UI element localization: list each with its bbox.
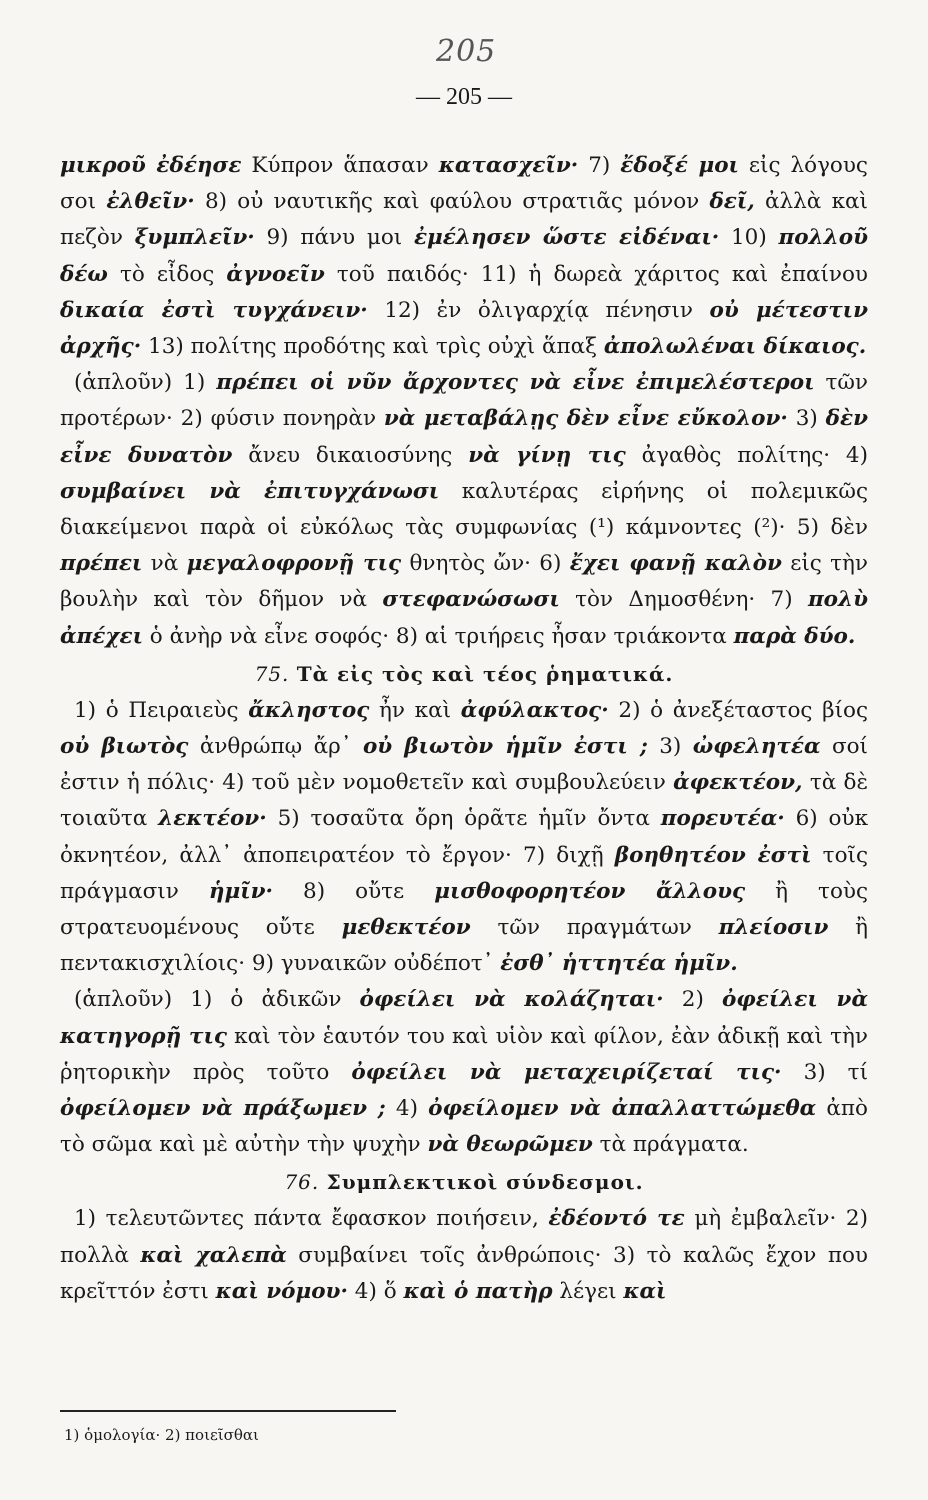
emphasized-phrase: νὰ θεωρῶμεν bbox=[427, 1132, 593, 1158]
paragraph-verbal-adjectives bbox=[60, 693, 868, 983]
text-run: 3) τί bbox=[781, 1059, 868, 1085]
text-run: ἀλλὰ καὶ πεζὸν bbox=[60, 189, 868, 251]
text-run: τοῦ παιδός· 11) ἡ δωρεὰ χάριτος καὶ ἐπαίνου bbox=[324, 261, 868, 287]
section-heading-75 bbox=[60, 655, 868, 693]
emphasized-phrase: ξυμπλεῖν· bbox=[134, 225, 255, 251]
emphasized-phrase: πολλοῦ δέω bbox=[60, 225, 868, 287]
text-run: ὁ ἀνὴρ νὰ εἶνε σοφός· 8) αἱ τριήρεις ἦσαν τριάκοντα bbox=[142, 623, 734, 649]
text-run: 8) οὐ ναυτικῆς καὶ φαύλου στρατιᾶς μόνον bbox=[194, 189, 710, 215]
emphasized-phrase: καὶ ὁ πατὴρ bbox=[403, 1278, 553, 1304]
emphasized-phrase: κατασχεῖν· bbox=[438, 153, 579, 178]
emphasized-phrase: δεῖ, bbox=[709, 189, 755, 215]
emphasized-phrase: βοηθητέον ἐστὶ bbox=[614, 842, 812, 868]
text-run: 9) πάνυ μοι bbox=[254, 225, 414, 251]
emphasized-phrase: ὀφείλομεν νὰ ἀπαλλαττώμεθα bbox=[428, 1096, 817, 1122]
emphasized-phrase: πορευτέα· bbox=[660, 806, 785, 832]
text-run: εἰς τὴν βουλὴν καὶ τὸν δῆμον νὰ bbox=[60, 551, 868, 613]
text-run: ἢ πεντακισχιλίοις· 9) γυναικῶν οὐδέποτ᾽ bbox=[60, 915, 869, 977]
text-run: τὰ δὲ τοιαῦτα bbox=[60, 770, 868, 832]
page-number: — 205 — bbox=[416, 84, 512, 110]
emphasized-phrase: πρέπει bbox=[60, 551, 143, 577]
emphasized-phrase: καὶ bbox=[623, 1278, 667, 1304]
text-run: ἀπὸ τὸ σῶμα καὶ μὲ αὐτὴν τὴν ψυχὴν bbox=[60, 1096, 868, 1158]
emphasized-phrase: οὐ βιωτὸν ἡμῖν ἐστι ; bbox=[362, 734, 648, 760]
text-run: 1) ὁ Πειραιεὺς bbox=[74, 697, 249, 723]
text-run: 1) τελευτῶντες πάντα ἔφασκον ποιήσειν, bbox=[74, 1206, 549, 1232]
emphasized-phrase: πρέπει οἱ νῦν ἄρχοντες νὰ εἶνε ἐπιμελέστεροι bbox=[216, 370, 815, 396]
emphasized-phrase: δικαία ἐστὶ τυγχάνειν· bbox=[60, 297, 368, 323]
emphasized-phrase: συμβαίνει νὰ ἐπιτυγχάνωσι bbox=[60, 478, 440, 504]
text-run: σοί ἐστιν ἡ πόλις· 4) τοῦ μὲν νομοθετεῖν καὶ συμβουλεύειν bbox=[60, 734, 868, 796]
text-run: 12) ἐν ὀλιγαρχίᾳ πένησιν bbox=[367, 297, 710, 323]
section-title: Τὰ εἰς τὸς καὶ τέος ῥηματικά. bbox=[296, 661, 674, 686]
footnote-rule bbox=[60, 1410, 396, 1412]
text-run: τὸν Δημοσθένη· 7) bbox=[559, 587, 808, 613]
emphasized-phrase: μεθεκτέον bbox=[341, 915, 471, 941]
text-run: ἢ τοὺς στρατευομένους οὔτε bbox=[60, 878, 868, 941]
emphasized-phrase: ὀφείλει νὰ κατηγορῇ τις bbox=[60, 987, 868, 1049]
text-run: 3) bbox=[787, 406, 826, 432]
body-text bbox=[60, 148, 868, 1310]
section-number: 75. bbox=[254, 661, 290, 686]
paragraph-haploun-1 bbox=[60, 365, 868, 655]
emphasized-phrase: ἡμῖν· bbox=[208, 878, 274, 904]
emphasized-phrase: ἔδοξέ μοι bbox=[620, 153, 739, 178]
emphasized-phrase: οὐ μέτεστιν ἀρχῆς· bbox=[60, 297, 868, 360]
emphasized-phrase: μισθοφορητέον ἄλλους bbox=[434, 878, 746, 904]
emphasized-phrase: καὶ χαλεπὰ bbox=[140, 1242, 287, 1268]
emphasized-phrase: ἔχει φανῇ καλὸν bbox=[569, 551, 782, 577]
emphasized-phrase: νὰ γίνῃ τις bbox=[468, 442, 626, 468]
emphasized-phrase: ὀφείλομεν νὰ πράξωμεν ; bbox=[60, 1096, 386, 1122]
text-run: μὴ ἐμβαλεῖν· 2) πολλὰ bbox=[60, 1206, 868, 1268]
emphasized-phrase: ἀγνοεῖν bbox=[226, 261, 325, 287]
text-run: καὶ τὸν ἑαυτόν του καὶ υἱὸν καὶ φίλον, ἐὰν ἀδικῇ καὶ τὴν ῥητορικὴν πρὸς τοῦτο bbox=[60, 1023, 868, 1085]
text-run: 13) πολίτης προδότης καὶ τρὶς οὐχὶ ἅπαξ bbox=[141, 334, 604, 360]
emphasized-phrase: ὀφείλει νὰ κολάζηται· bbox=[359, 987, 664, 1013]
text-run: τὸ εἶδος bbox=[107, 261, 227, 287]
text-run: 4) bbox=[385, 1096, 429, 1122]
text-run: τῶν προτέρων· 2) φύσιν πονηρὰν bbox=[60, 370, 869, 432]
emphasized-phrase: πολὺ ἀπέχει bbox=[60, 587, 869, 649]
emphasized-phrase: ἀφύλακτος· bbox=[460, 697, 609, 723]
text-run: τῶν πραγμάτων bbox=[470, 915, 719, 941]
text-run: 6) οὐκ ὀκνητέον, ἀλλ᾽ ἀποπειρατέον τὸ ἔργον· 7) διχῇ bbox=[60, 806, 869, 868]
text-run: (ἁπλοῦν) 1) ὁ ἀδικῶν bbox=[74, 987, 360, 1013]
text-run: λέγει bbox=[552, 1278, 624, 1304]
emphasized-phrase: ὀφείλει νὰ μεταχειρίζεταί τις· bbox=[351, 1059, 782, 1085]
emphasized-phrase: πλείοσιν bbox=[718, 915, 829, 941]
text-run: 3) bbox=[647, 734, 693, 760]
emphasized-phrase: στεφανώσωσι bbox=[382, 587, 560, 613]
footnote: 1) ὁμολογία· 2) ποιεῖσθαι bbox=[64, 1426, 259, 1444]
paragraph-haploun-2 bbox=[60, 982, 868, 1163]
emphasized-phrase: ἀπολωλέναι δίκαιος. bbox=[603, 334, 867, 360]
emphasized-phrase: ἐσθ᾽ ἡττητέα ἡμῖν. bbox=[500, 951, 738, 977]
paragraph-continued bbox=[60, 148, 868, 365]
text-run: 5) τοσαῦτα ὄρη ὁρᾶτε ἡμῖν ὄντα bbox=[266, 806, 661, 832]
emphasized-phrase: δὲν εἶνε δυνατὸν bbox=[60, 406, 868, 468]
text-run: (ἁπλοῦν) 1) bbox=[74, 370, 217, 396]
text-run: τὰ πράγματα. bbox=[592, 1132, 749, 1158]
emphasized-phrase: καὶ νόμου· bbox=[215, 1278, 348, 1304]
text-run: 2) ὁ ἀνεξέταστος βίος bbox=[608, 697, 868, 723]
emphasized-phrase: ἐμέλησεν ὥστε εἰδέναι· bbox=[413, 225, 720, 251]
section-title: Συμπλεκτικοὶ σύνδεσμοι. bbox=[326, 1170, 644, 1195]
emphasized-phrase: παρὰ δύο. bbox=[733, 623, 856, 649]
handwritten-page-number: 205 bbox=[436, 34, 497, 69]
text-run: ἀνθρώπῳ ἄρ᾽ bbox=[188, 734, 363, 760]
text-run: τοῖς πράγμασιν bbox=[60, 842, 868, 904]
paragraph-conjunctions bbox=[60, 1201, 868, 1310]
text-run: νὰ bbox=[142, 551, 187, 577]
emphasized-phrase: ἐλθεῖν· bbox=[106, 189, 195, 215]
text-run: ἦν καὶ bbox=[369, 697, 461, 723]
text-run: ἄνευ δικαιοσύνης bbox=[232, 442, 469, 468]
text-run: θνητὸς ὤν· 6) bbox=[401, 551, 570, 577]
text-run: 10) bbox=[719, 225, 779, 251]
emphasized-phrase: ὠφελητέα bbox=[692, 734, 821, 760]
text-run: 8) οὔτε bbox=[273, 878, 435, 904]
emphasized-phrase: ἀφεκτέον, bbox=[673, 770, 803, 796]
section-number: 76. bbox=[284, 1170, 320, 1195]
text-run: 7) bbox=[578, 153, 621, 178]
emphasized-phrase: οὐ βιωτὸς bbox=[60, 734, 189, 760]
text-run: συμβαίνει τοῖς ἀνθρώποις· 3) τὸ καλῶς ἔχον που κρεῖττόν ἐστι bbox=[60, 1242, 868, 1304]
text-run: ἀγαθὸς πολίτης· 4) bbox=[625, 442, 868, 468]
text-run: 2) bbox=[663, 987, 722, 1013]
emphasized-phrase: νὰ μεταβάλῃς δὲν εἶνε εὔκολον· bbox=[383, 406, 788, 432]
emphasized-phrase: ἄκληστος bbox=[248, 697, 370, 723]
text-run: Κύπρον ἅπασαν bbox=[241, 153, 439, 178]
text-run: 4) ὅ bbox=[347, 1278, 404, 1304]
text-run: καλυτέρας εἰρήνης οἱ πολεμικῶς διακείμενοι παρὰ οἱ εὐκόλως τὰς συμφωνίας (¹) κάμνοντες (²)· 5) δὲν bbox=[60, 478, 868, 541]
emphasized-phrase: μεγαλοφρονῇ τις bbox=[186, 551, 402, 577]
emphasized-phrase: μικροῦ ἐδέησε bbox=[60, 153, 242, 178]
emphasized-phrase: λεκτέον· bbox=[158, 806, 267, 832]
emphasized-phrase: ἐδέοντό τε bbox=[548, 1206, 685, 1232]
section-heading-76 bbox=[60, 1163, 868, 1201]
text-run: εἰς λόγους σοι bbox=[60, 153, 868, 215]
